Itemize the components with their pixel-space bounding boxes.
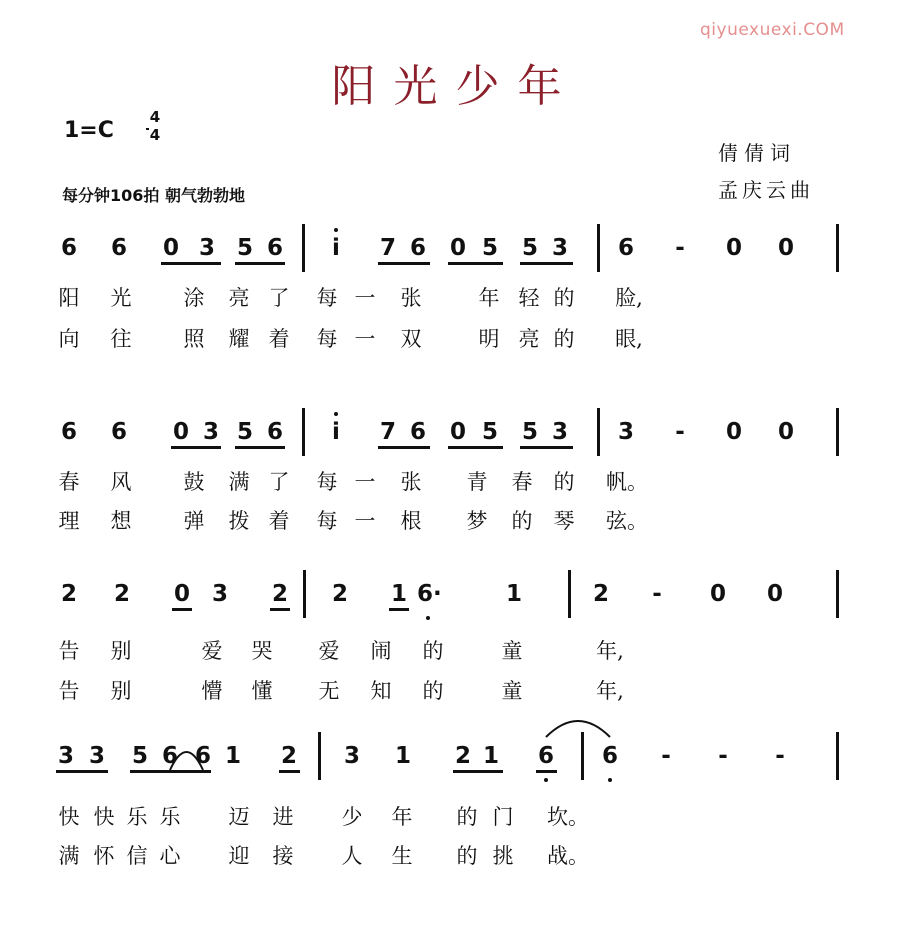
beam-underline xyxy=(378,262,430,265)
lyric-verse2: 的 xyxy=(511,509,533,533)
lyric-verse1: 的 xyxy=(456,805,478,829)
octave-dot-high xyxy=(334,412,338,416)
lyric-verse2: 懵 xyxy=(201,679,223,703)
beam-underline xyxy=(389,608,409,611)
lyric-verse2: 的 xyxy=(553,327,575,351)
barline xyxy=(302,408,305,456)
lyric-verse2: 满 xyxy=(58,844,80,868)
octave-dot-high xyxy=(334,228,338,232)
note: 6 xyxy=(60,235,77,261)
note: 5 xyxy=(236,419,253,445)
lyric-verse1: 告 xyxy=(58,639,80,663)
lyric-verse2: 知 xyxy=(370,679,392,703)
note: 3 xyxy=(57,743,74,769)
barline xyxy=(836,224,839,272)
lyric-verse1: 满 xyxy=(228,470,250,494)
note: 3 xyxy=(551,235,568,261)
lyric-verse1: 春 xyxy=(58,470,80,494)
beam-underline xyxy=(270,608,290,611)
lyric-verse1: 鼓 xyxy=(183,470,205,494)
note: - xyxy=(661,743,671,769)
lyric-verse1: 春 xyxy=(511,470,533,494)
note: 2 xyxy=(113,581,130,607)
note: 1 xyxy=(394,743,411,769)
lyric-verse2: 年, xyxy=(596,679,624,703)
note: 6 xyxy=(617,235,634,261)
lyric-verse1: 哭 xyxy=(251,639,273,663)
note: 2 xyxy=(60,581,77,607)
note: 5 xyxy=(521,235,538,261)
note: 0 xyxy=(777,235,794,261)
lyric-verse2: 懂 xyxy=(251,679,273,703)
time-signature-bottom: 4 xyxy=(149,126,161,144)
lyric-verse2: 一 xyxy=(354,327,376,351)
lyric-verse2: 挑 xyxy=(492,844,514,868)
lyric-verse2: 的 xyxy=(456,844,478,868)
lyric-verse1: 光 xyxy=(110,286,132,310)
note: 5 xyxy=(131,743,148,769)
lyric-verse1: 张 xyxy=(400,286,422,310)
beam-underline xyxy=(536,770,557,773)
lyric-verse2: 根 xyxy=(400,509,422,533)
note: 0 xyxy=(709,581,726,607)
slur-arc xyxy=(544,719,612,739)
lyric-verse2: 照 xyxy=(183,327,205,351)
lyric-verse1: 快 xyxy=(58,805,80,829)
note: 3 xyxy=(198,235,215,261)
lyric-verse2: 接 xyxy=(272,844,294,868)
note: 1 xyxy=(482,743,499,769)
lyric-verse1: 童 xyxy=(501,639,523,663)
lyric-verse1: 每 xyxy=(316,286,338,310)
note: 6 xyxy=(409,235,426,261)
beam-underline xyxy=(279,770,300,773)
note: 0 xyxy=(172,419,189,445)
lyric-verse2: 眼, xyxy=(615,327,643,351)
barline xyxy=(581,732,584,780)
octave-dot-low xyxy=(426,616,430,620)
lyric-verse2: 告 xyxy=(58,679,80,703)
beam-underline xyxy=(520,262,573,265)
note: 6 xyxy=(537,743,554,769)
lyric-verse1: 门 xyxy=(492,805,514,829)
lyric-verse1: 年 xyxy=(391,805,413,829)
lyric-verse1: 进 xyxy=(272,805,294,829)
note: 6 xyxy=(601,743,618,769)
lyric-verse2: 生 xyxy=(391,844,413,868)
lyric-verse2: 弹 xyxy=(183,509,205,533)
note: 6· xyxy=(417,581,442,607)
note: 6 xyxy=(161,743,178,769)
beam-underline xyxy=(56,770,108,773)
note: 1 xyxy=(390,581,407,607)
note: 6 xyxy=(60,419,77,445)
lyric-verse1: 了 xyxy=(268,286,290,310)
lyric-verse1: 一 xyxy=(354,286,376,310)
lyric-verse2: 想 xyxy=(110,509,132,533)
note: 6 xyxy=(110,235,127,261)
lyric-verse1: 的 xyxy=(553,470,575,494)
note: 2 xyxy=(331,581,348,607)
beam-underline xyxy=(520,446,573,449)
note: i xyxy=(332,419,340,445)
lyric-verse1: 亮 xyxy=(228,286,250,310)
lyric-verse2: 琴 xyxy=(553,509,575,533)
lyric-verse1: 阳 xyxy=(58,286,80,310)
lyric-verse1: 的 xyxy=(553,286,575,310)
note: i xyxy=(332,235,340,261)
note: 6 xyxy=(194,743,211,769)
lyric-verse2: 童 xyxy=(501,679,523,703)
lyric-verse1: 轻 xyxy=(518,286,540,310)
lyric-verse2: 每 xyxy=(316,327,338,351)
lyric-verse1: 坎。 xyxy=(547,805,589,829)
lyric-verse1: 青 xyxy=(466,470,488,494)
lyric-verse1: 乐 xyxy=(159,805,181,829)
beam-underline xyxy=(448,262,503,265)
lyric-verse1: 乐 xyxy=(126,805,148,829)
note: 3 xyxy=(211,581,228,607)
lyric-verse1: 脸, xyxy=(615,286,643,310)
lyric-verse2: 着 xyxy=(268,327,290,351)
watermark: qiyuexuexi.COM xyxy=(700,20,845,40)
lyric-verse2: 梦 xyxy=(466,509,488,533)
note: 0 xyxy=(449,419,466,445)
lyric-verse2: 双 xyxy=(400,327,422,351)
note: - xyxy=(652,581,662,607)
note: 6 xyxy=(110,419,127,445)
lyric-verse1: 快 xyxy=(93,805,115,829)
note: 5 xyxy=(481,235,498,261)
lyric-verse1: 张 xyxy=(400,470,422,494)
note: 6 xyxy=(409,419,426,445)
lyric-verse2: 无 xyxy=(318,679,340,703)
lyric-verse2: 往 xyxy=(110,327,132,351)
song-title: 阳光少年 xyxy=(331,61,580,112)
note: 3 xyxy=(617,419,634,445)
note: 0 xyxy=(162,235,179,261)
lyric-verse2: 战。 xyxy=(547,844,589,868)
note: 0 xyxy=(725,419,742,445)
note: 6 xyxy=(266,235,283,261)
beam-underline xyxy=(453,770,503,773)
lyric-verse1: 少 xyxy=(341,805,363,829)
lyric-verse1: 闹 xyxy=(370,639,392,663)
barline xyxy=(836,570,839,618)
lyric-verse1: 了 xyxy=(268,470,290,494)
time-signature xyxy=(146,108,164,144)
lyric-verse2: 别 xyxy=(110,679,132,703)
lyric-verse1: 风 xyxy=(110,470,132,494)
note: 2 xyxy=(454,743,471,769)
octave-dot-low xyxy=(608,778,612,782)
note: 2 xyxy=(271,581,288,607)
note: 2 xyxy=(592,581,609,607)
note: - xyxy=(775,743,785,769)
lyric-verse1: 每 xyxy=(316,470,338,494)
lyric-verse1: 涂 xyxy=(183,286,205,310)
lyric-verse1: 年, xyxy=(596,639,624,663)
barline xyxy=(568,570,571,618)
lyric-verse2: 的 xyxy=(422,679,444,703)
lyric-verse2: 着 xyxy=(268,509,290,533)
note: 5 xyxy=(481,419,498,445)
lyric-verse2: 每 xyxy=(316,509,338,533)
note: 1 xyxy=(505,581,522,607)
note: 6 xyxy=(266,419,283,445)
tie-arc xyxy=(168,750,205,772)
barline xyxy=(597,224,600,272)
key-signature: 1=C xyxy=(64,118,114,143)
lyric-verse1: 年 xyxy=(478,286,500,310)
lyric-verse2: 心 xyxy=(159,844,181,868)
lyric-verse2: 人 xyxy=(341,844,363,868)
lyric-verse2: 耀 xyxy=(228,327,250,351)
lyric-verse1: 爱 xyxy=(318,639,340,663)
beam-underline xyxy=(161,262,221,265)
barline xyxy=(318,732,321,780)
lyric-verse2: 弦。 xyxy=(606,509,648,533)
barline xyxy=(836,408,839,456)
lyric-verse2: 亮 xyxy=(518,327,540,351)
note: 7 xyxy=(379,235,396,261)
lyric-verse2: 一 xyxy=(354,509,376,533)
barline xyxy=(597,408,600,456)
note: 7 xyxy=(379,419,396,445)
lyric-verse1: 的 xyxy=(422,639,444,663)
beam-underline xyxy=(448,446,503,449)
time-signature-top: 4 xyxy=(149,108,161,126)
lyric-verse1: 帆。 xyxy=(606,470,648,494)
note: 0 xyxy=(173,581,190,607)
barline xyxy=(302,224,305,272)
note: 1 xyxy=(224,743,241,769)
beam-underline xyxy=(171,446,221,449)
note: 3 xyxy=(202,419,219,445)
lyric-verse2: 信 xyxy=(126,844,148,868)
lyric-verse2: 拨 xyxy=(228,509,250,533)
note: 3 xyxy=(551,419,568,445)
note: 0 xyxy=(766,581,783,607)
composer-credit: 孟庆云曲 xyxy=(718,178,814,202)
note: 5 xyxy=(521,419,538,445)
note: 3 xyxy=(343,743,360,769)
lyric-verse2: 怀 xyxy=(93,844,115,868)
lyricist-credit: 倩倩词 xyxy=(718,141,796,165)
lyric-verse2: 理 xyxy=(58,509,80,533)
note: 0 xyxy=(725,235,742,261)
lyric-verse1: 迈 xyxy=(228,805,250,829)
lyric-verse1: 爱 xyxy=(201,639,223,663)
lyric-verse2: 向 xyxy=(58,327,80,351)
note: - xyxy=(718,743,728,769)
beam-underline xyxy=(235,262,285,265)
barline xyxy=(303,570,306,618)
lyric-verse1: 别 xyxy=(110,639,132,663)
note: 3 xyxy=(88,743,105,769)
octave-dot-low xyxy=(544,778,548,782)
beam-underline xyxy=(172,608,192,611)
tempo-marking: 每分钟106拍 朝气勃勃地 xyxy=(62,186,245,205)
lyric-verse1: 一 xyxy=(354,470,376,494)
lyric-verse2: 明 xyxy=(478,327,500,351)
beam-underline xyxy=(235,446,285,449)
barline xyxy=(836,732,839,780)
note: 2 xyxy=(280,743,297,769)
note: 5 xyxy=(236,235,253,261)
beam-underline xyxy=(378,446,430,449)
note: 0 xyxy=(449,235,466,261)
lyric-verse2: 迎 xyxy=(228,844,250,868)
note: - xyxy=(675,235,685,261)
note: 0 xyxy=(777,419,794,445)
note: - xyxy=(675,419,685,445)
